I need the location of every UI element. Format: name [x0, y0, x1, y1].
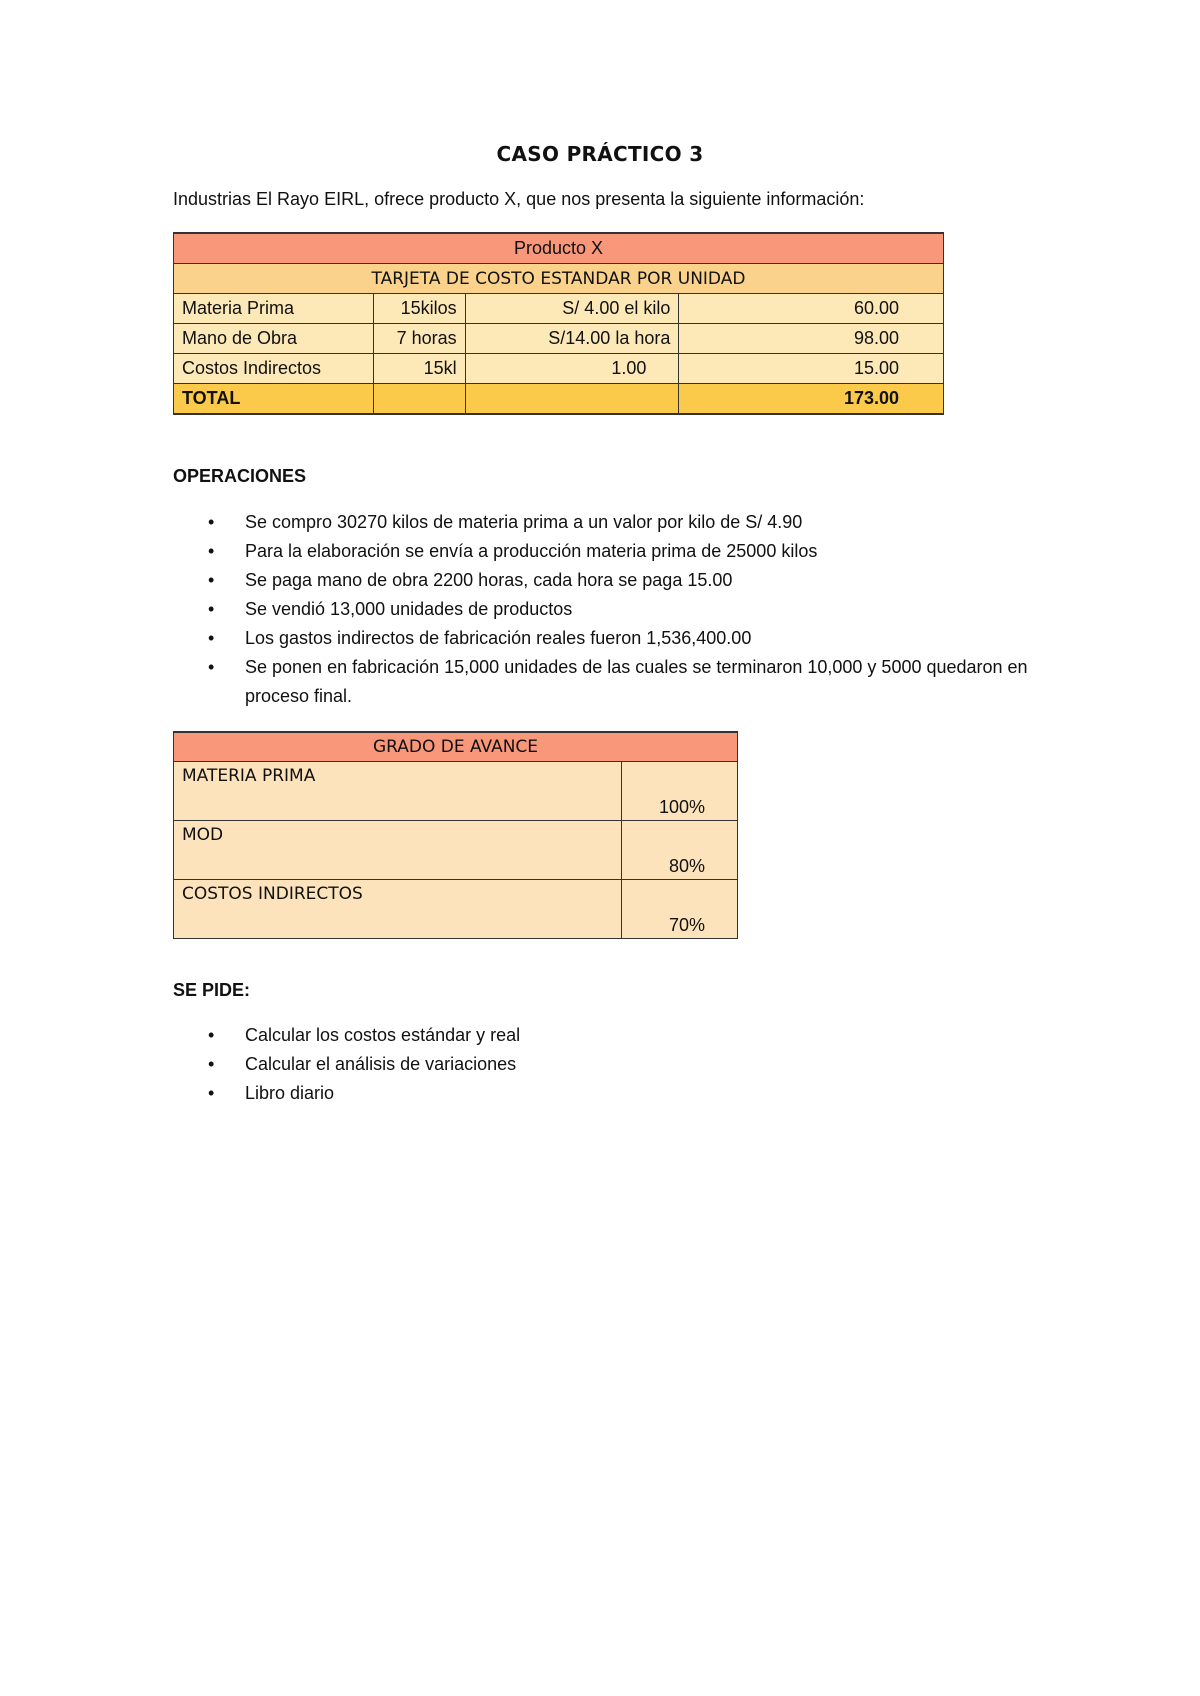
bullet-icon: • — [208, 1054, 215, 1074]
cost-table-header-row — [174, 233, 944, 264]
table-row — [174, 294, 944, 324]
total-value: 173.00 — [679, 384, 944, 415]
bullet-icon: • — [208, 628, 215, 648]
cost-concept: Materia Prima — [174, 294, 374, 324]
grade-progress-table — [173, 731, 738, 939]
total-label: TOTAL — [174, 384, 374, 415]
se-pide-heading: SE PIDE: — [173, 980, 251, 1000]
grade-value: 80% — [622, 821, 738, 880]
bullet-icon: • — [208, 599, 215, 619]
cost-concept: Mano de Obra — [174, 324, 374, 354]
bullet-icon: • — [208, 512, 215, 532]
grade-value: 70% — [622, 880, 738, 939]
table-row — [174, 821, 738, 880]
se-pide-list — [173, 1021, 973, 1108]
grade-label: COSTOS INDIRECTOS — [174, 880, 622, 939]
cost-qty: 15kl — [373, 354, 465, 384]
cost-qty: 15kilos — [373, 294, 465, 324]
page-title: CASO PRÁCTICO 3 — [496, 142, 704, 166]
cost-price: 1.00 — [465, 354, 679, 384]
list-item: • Se paga mano de obra 2200 horas, cada hora se paga 15.00 — [173, 566, 1053, 595]
bullet-icon: • — [208, 570, 215, 590]
table-row — [174, 762, 738, 821]
list-item: • Los gastos indirectos de fabricación reales fueron 1,536,400.00 — [173, 624, 1053, 653]
table-row — [174, 880, 738, 939]
operaciones-list — [173, 508, 1053, 711]
cost-qty: 7 horas — [373, 324, 465, 354]
grade-label: MOD — [174, 821, 622, 880]
list-item: • Se ponen en fabricación 15,000 unidades de las cuales se terminaron 10,000 y 5000 quedaron en proceso final. — [173, 653, 1053, 711]
total-empty-cell — [465, 384, 679, 415]
cost-concept: Costos Indirectos — [174, 354, 374, 384]
bullet-icon: • — [208, 1025, 215, 1045]
cost-table-subheader-row — [174, 264, 944, 294]
cost-table-header: Producto X — [174, 233, 944, 264]
operaciones-heading: OPERACIONES — [173, 466, 307, 486]
list-item: • Se compro 30270 kilos de materia prima a un valor por kilo de S/ 4.90 — [173, 508, 1053, 537]
list-item: • Calcular los costos estándar y real — [173, 1021, 973, 1050]
cost-price: S/ 4.00 el kilo — [465, 294, 679, 324]
grade-table-header-row — [174, 732, 738, 762]
cost-total-row — [174, 384, 944, 415]
intro-paragraph: Industrias El Rayo EIRL, ofrece producto X, que nos presenta la siguiente información: — [173, 189, 865, 209]
bullet-icon: • — [208, 1083, 215, 1103]
grade-label: MATERIA PRIMA — [174, 762, 622, 821]
list-item: • Libro diario — [173, 1079, 973, 1108]
table-row — [174, 324, 944, 354]
total-empty-cell — [373, 384, 465, 415]
bullet-icon: • — [208, 541, 215, 561]
cost-total: 15.00 — [679, 354, 944, 384]
cost-total: 60.00 — [679, 294, 944, 324]
grade-table-header: GRADO DE AVANCE — [174, 732, 738, 762]
cost-price: S/14.00 la hora — [465, 324, 679, 354]
cost-table-subheader: TARJETA DE COSTO ESTANDAR POR UNIDAD — [174, 264, 944, 294]
bullet-icon: • — [208, 657, 215, 677]
list-item: • Para la elaboración se envía a producción materia prima de 25000 kilos — [173, 537, 1053, 566]
list-item: • Calcular el análisis de variaciones — [173, 1050, 973, 1079]
cost-total: 98.00 — [679, 324, 944, 354]
standard-cost-table — [173, 232, 944, 415]
list-item: • Se vendió 13,000 unidades de productos — [173, 595, 1053, 624]
table-row — [174, 354, 944, 384]
grade-value: 100% — [622, 762, 738, 821]
